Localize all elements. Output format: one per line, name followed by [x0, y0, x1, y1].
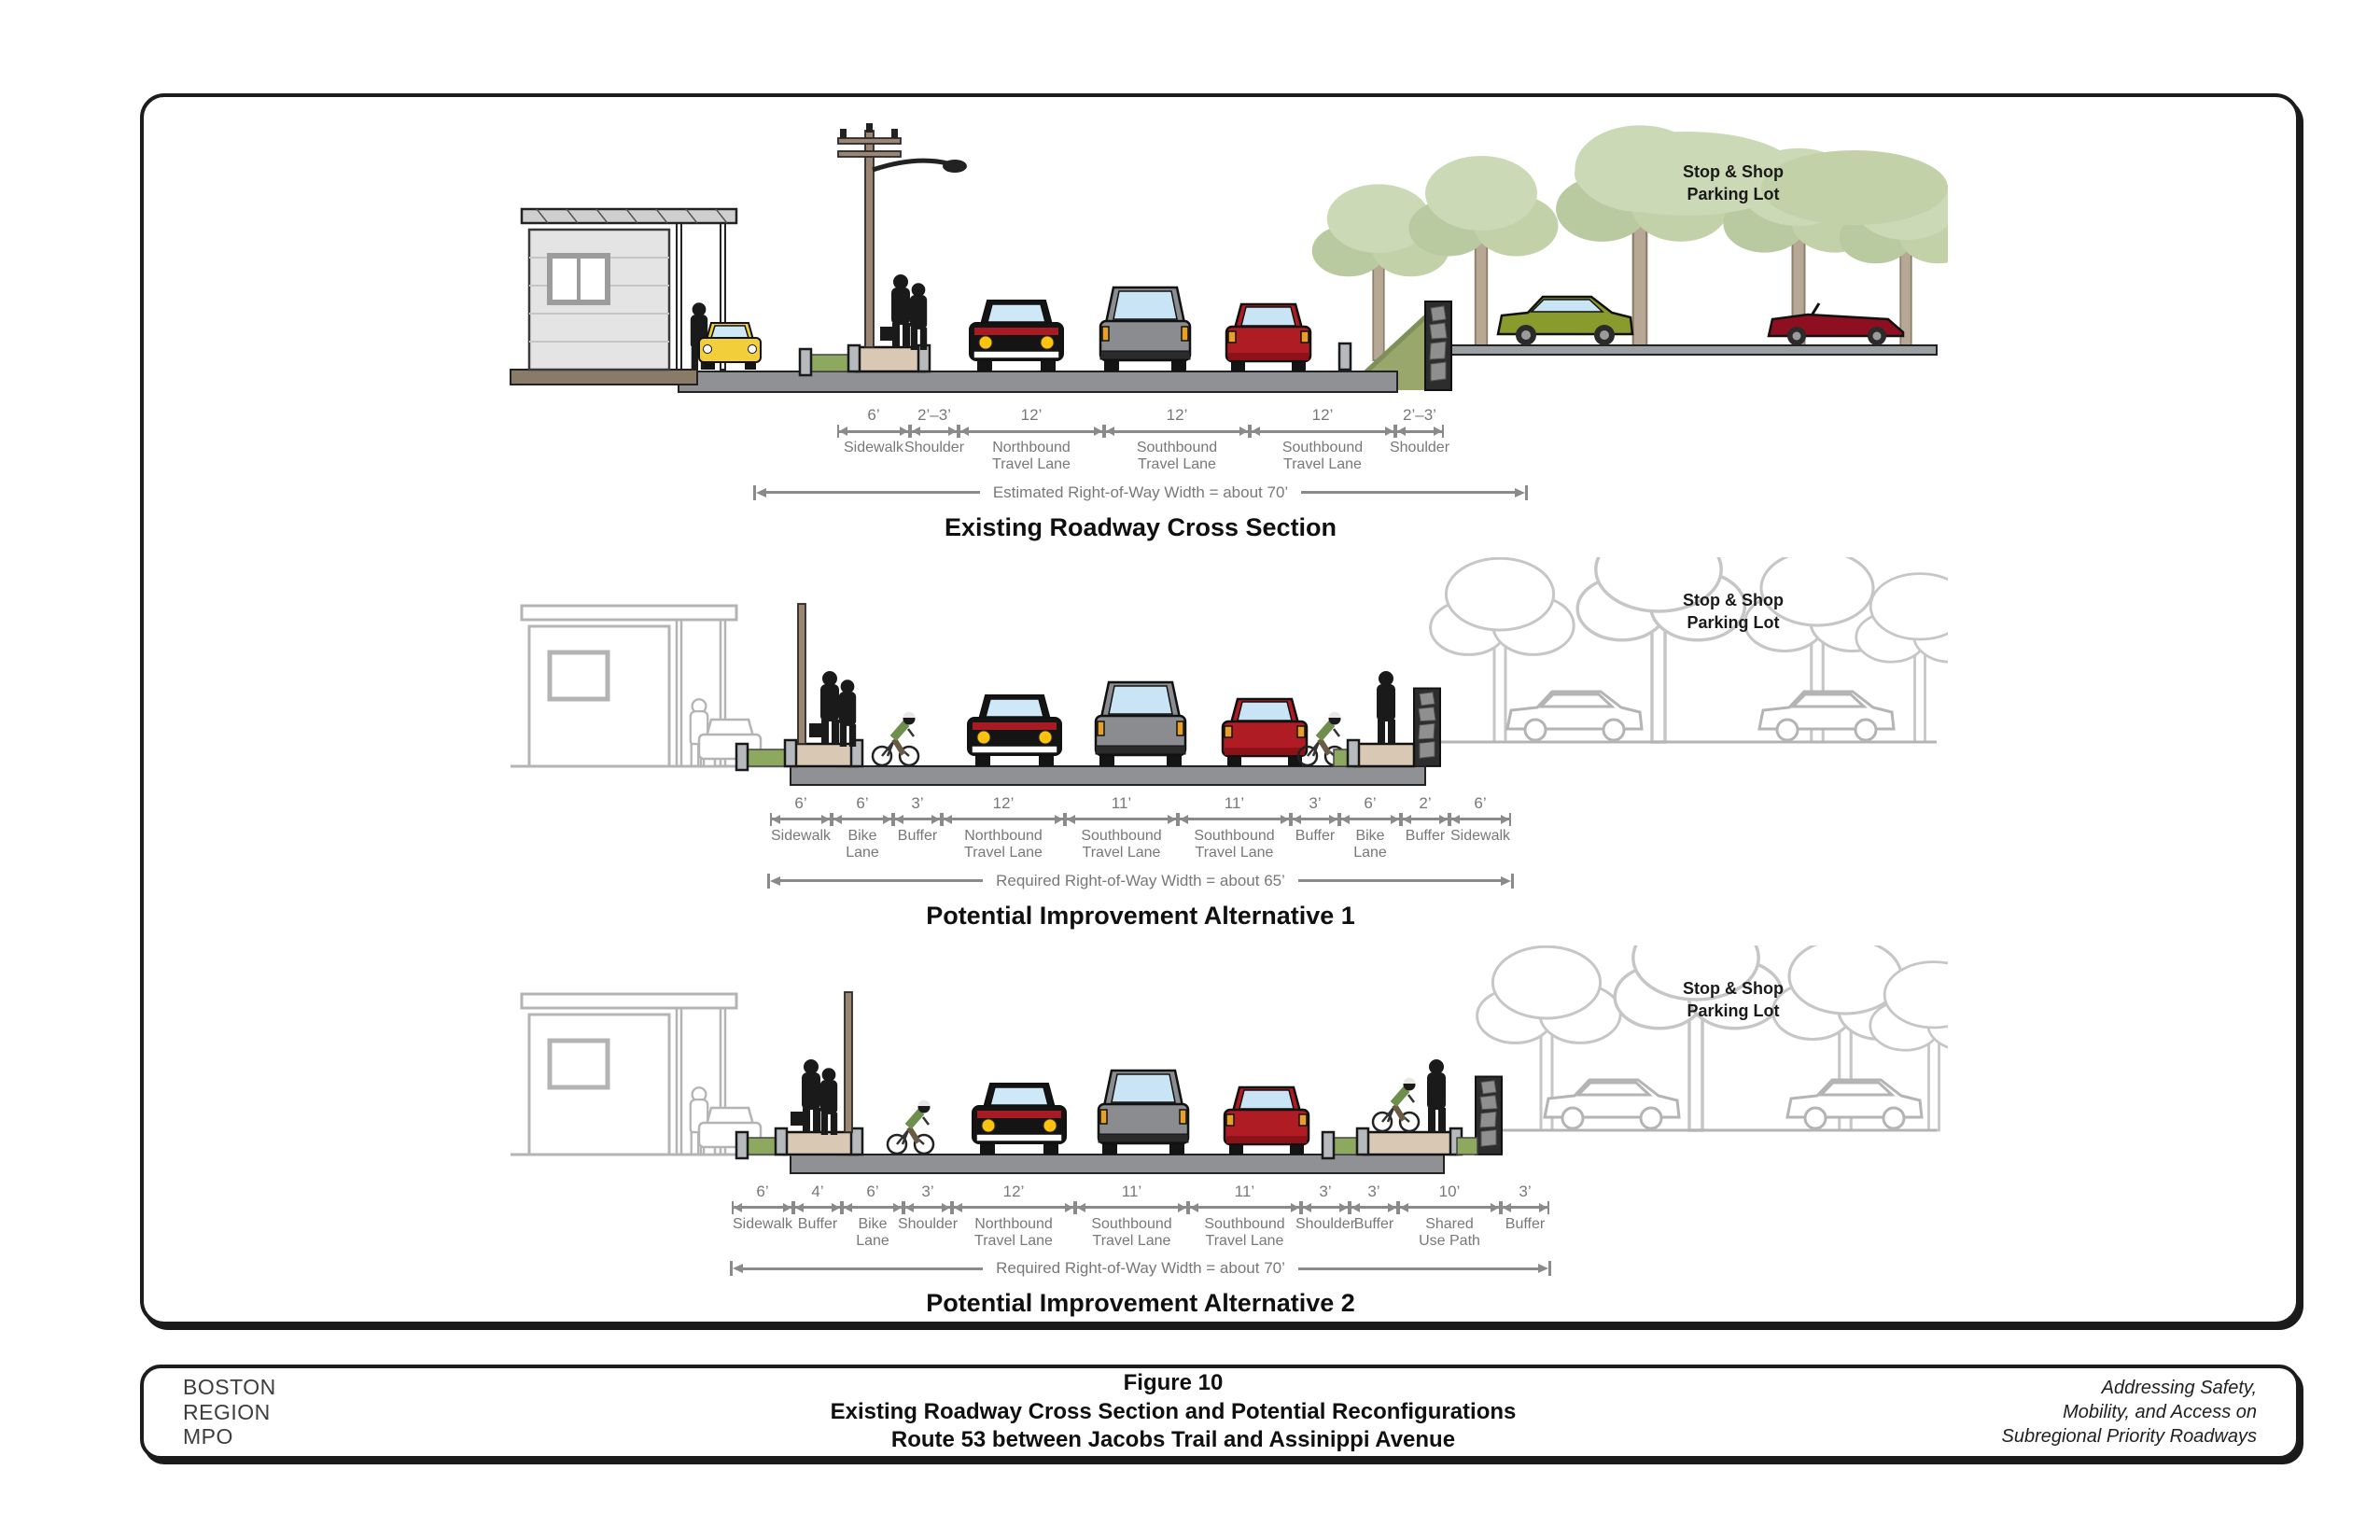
segment-label: Northbound Travel Lane — [974, 1215, 1053, 1249]
car-front-view — [970, 301, 1063, 371]
dimension-segment — [842, 1183, 903, 1251]
dimension-tick — [1548, 1261, 1551, 1276]
dimension-row — [770, 794, 1511, 862]
organization-logo-text — [144, 1375, 491, 1449]
dimension-arrow — [837, 425, 910, 438]
utility-pole-icon — [845, 992, 852, 1132]
segment-width-value: 3’ — [921, 1182, 934, 1200]
segment-width-value: 3’ — [1319, 1182, 1332, 1200]
segment-label: Southbound Travel Lane — [1136, 440, 1218, 473]
car-rear-view-red — [1223, 699, 1307, 766]
dimension-segment — [893, 794, 942, 845]
sidewalk-curb — [792, 744, 858, 766]
curb-post — [1339, 343, 1351, 370]
dimension-segment — [1075, 1183, 1188, 1251]
dimension-segment — [1398, 1183, 1501, 1251]
pedestrians — [880, 274, 927, 350]
section-title: Potential Improvement Alternative 2 — [926, 1289, 1355, 1318]
segment-width-value: 3’ — [911, 793, 924, 812]
segment-label: Buffer — [1405, 827, 1446, 844]
dimension-arrow — [1401, 813, 1449, 826]
segment-width-value: 6’ — [1364, 793, 1377, 812]
right-of-way-dimension — [730, 1259, 1551, 1278]
figure-title — [491, 1369, 1855, 1455]
segment-label: Bike Lane — [856, 1215, 889, 1249]
segment-width-value: 10’ — [1438, 1182, 1461, 1200]
arrow-right-icon — [1501, 876, 1511, 886]
dimension-line — [766, 491, 980, 494]
segment-width-value: 12’ — [1002, 1182, 1025, 1200]
dimension-segment — [897, 1182, 959, 1233]
curb-post — [776, 1128, 787, 1155]
segment-width-value: 12’ — [992, 793, 1015, 812]
dimension-arrow — [1449, 813, 1511, 826]
cyclist — [873, 711, 918, 765]
suv-rear-view — [1100, 287, 1190, 371]
curb-post — [736, 744, 748, 770]
segment-width-value: 3’ — [1309, 793, 1322, 812]
dimension-tick — [1511, 874, 1514, 889]
dimension-arrow — [1398, 1201, 1501, 1214]
tagline-line: Subregional Priority Roadways — [2001, 1426, 2257, 1447]
parked-car-outline — [1759, 692, 1894, 740]
dimension-segment — [1401, 794, 1449, 845]
right-of-way-label: Estimated Right-of-Way Width = about 70’ — [992, 483, 1289, 501]
car-rear-view-red — [1225, 1087, 1309, 1155]
sidewalk-curb — [783, 1132, 858, 1155]
dimension-segment — [770, 794, 832, 845]
curb-post — [848, 345, 860, 371]
pedestrians — [791, 1059, 837, 1135]
dimension-arrow — [793, 1201, 842, 1214]
segment-width-value: 2’ — [1419, 793, 1432, 812]
dimension-segment — [952, 1183, 1075, 1251]
figure-border — [140, 93, 2300, 1325]
dimension-arrow — [1395, 425, 1444, 438]
segment-width-value: 6’ — [866, 1182, 879, 1200]
dimension-arrow — [1075, 1201, 1188, 1214]
parking-lot-label: Stop & Shop — [1683, 162, 1784, 181]
cyclist — [1373, 1077, 1419, 1131]
segment-label: Buffer — [897, 827, 938, 844]
segment-label: Buffer — [1295, 827, 1336, 844]
dimension-arrow — [1104, 425, 1250, 438]
bus-shelter-outline — [511, 994, 837, 1155]
dimension-line — [1301, 491, 1515, 494]
arrow-left-icon — [770, 876, 780, 886]
cyclist — [888, 1099, 933, 1154]
section-existing — [144, 118, 2296, 542]
segment-label: Southbound Travel Lane — [1091, 1215, 1172, 1249]
arrow-right-icon — [1515, 488, 1525, 497]
dimension-arrow — [910, 425, 959, 438]
dimension-segment — [832, 794, 893, 862]
segment-width-value: 6’ — [1474, 793, 1487, 812]
dimension-arrow — [903, 1201, 952, 1214]
dimension-segment — [959, 406, 1104, 474]
section-alternative-1 — [144, 557, 2296, 931]
segment-width-value: 11’ — [1121, 1182, 1142, 1200]
segment-label: Bike Lane — [846, 827, 879, 861]
segment-width-value: 4’ — [811, 1182, 824, 1200]
alternative-2-illustration — [492, 945, 1948, 1179]
figure-title-line: Existing Roadway Cross Section and Potential Reconfigurations — [830, 1398, 1517, 1424]
dimension-segment — [1339, 794, 1401, 862]
left-ground — [511, 370, 697, 385]
segment-width-value: 12’ — [1020, 406, 1043, 424]
parked-car-outline — [1787, 1080, 1922, 1128]
car-rear-view-red — [1226, 304, 1310, 371]
sidewalk-curb — [856, 347, 925, 371]
suv-rear-view — [1099, 1071, 1188, 1155]
parked-car-outline — [1545, 1080, 1679, 1128]
right-of-way-label: Required Right-of-Way Width = about 65’ — [996, 871, 1285, 889]
dimension-segment — [1104, 406, 1250, 474]
org-line: BOSTON — [183, 1374, 276, 1399]
arrow-left-icon — [733, 1264, 743, 1273]
dimension-segment — [903, 406, 965, 456]
org-line: MPO — [183, 1424, 233, 1449]
pedestrians — [809, 671, 856, 747]
segment-width-value: 11’ — [1111, 793, 1132, 812]
pedestrian — [1377, 671, 1395, 744]
segment-width-value: 6’ — [867, 406, 880, 424]
shared-use-path — [1364, 1132, 1457, 1155]
tagline-line: Addressing Safety, — [2101, 1378, 2257, 1398]
dimension-segment — [1178, 794, 1291, 862]
segment-width-value: 12’ — [1311, 406, 1334, 424]
dimension-segment — [837, 406, 910, 456]
title-block — [140, 1365, 2300, 1460]
dimension-segment — [1449, 794, 1511, 845]
dimension-arrow — [770, 813, 832, 826]
segment-label: Southbound Travel Lane — [1194, 827, 1275, 861]
utility-pole-icon — [798, 604, 805, 744]
segment-label: Buffer — [1353, 1215, 1394, 1232]
curb-post — [736, 1132, 748, 1158]
roadway — [791, 1155, 1444, 1173]
report-tagline — [1855, 1376, 2296, 1449]
dimension-tick — [1525, 485, 1528, 500]
segment-label: Buffer — [797, 1215, 838, 1232]
parking-lot-surface — [1451, 345, 1937, 355]
dimension-line — [1298, 1267, 1538, 1270]
dimension-arrow — [1350, 1201, 1398, 1214]
figure-number: Figure 10 — [1123, 1369, 1224, 1395]
segment-label: Shoulder — [897, 1215, 959, 1232]
segment-label: Northbound Travel Lane — [964, 827, 1043, 861]
dimension-arrow — [1188, 1201, 1301, 1214]
segment-label: Southbound Travel Lane — [1081, 827, 1162, 861]
segment-label: Shoulder — [1295, 1215, 1356, 1232]
dimension-arrow — [1178, 813, 1291, 826]
car-front-view — [973, 1084, 1066, 1155]
parked-car-green — [1498, 297, 1632, 345]
dimension-segment — [1350, 1183, 1398, 1233]
car-front-view — [968, 695, 1061, 766]
suv-rear-view — [1096, 682, 1185, 766]
curb-post — [785, 740, 796, 766]
roadway — [791, 766, 1425, 785]
curb-post — [1323, 1132, 1334, 1158]
figure-subtitle-line: Route 53 between Jacobs Trail and Assinippi Avenue — [890, 1427, 1456, 1453]
dimension-arrow — [1291, 813, 1339, 826]
dimension-arrow — [952, 1201, 1075, 1214]
dimension-arrow — [1339, 813, 1401, 826]
dimension-segment — [732, 1183, 793, 1233]
dimension-segment — [1501, 1183, 1549, 1233]
org-line: REGION — [183, 1399, 271, 1424]
dimension-segment — [1250, 406, 1395, 474]
dimension-segment — [1188, 1183, 1301, 1251]
segment-width-value: 6’ — [794, 793, 807, 812]
dimension-arrow — [893, 813, 942, 826]
existing-cross-section-illustration — [492, 118, 1948, 402]
right-of-way-label: Required Right-of-Way Width = about 70’ — [996, 1259, 1285, 1278]
segment-label: Southbound Travel Lane — [1204, 1215, 1285, 1249]
right-of-way-dimension — [767, 872, 1514, 890]
stone-retaining-wall-icon — [1476, 1076, 1502, 1155]
sidewalk-curb — [1354, 744, 1414, 766]
parked-car-outline — [1507, 692, 1642, 740]
dimension-row — [732, 1183, 1549, 1251]
parking-lot-label: Stop & Shop — [1683, 590, 1784, 609]
arrow-right-icon — [1538, 1264, 1548, 1273]
segment-label: Southbound Travel Lane — [1281, 440, 1364, 473]
section-title: Existing Roadway Cross Section — [944, 512, 1337, 541]
segment-width-value: 2’–3’ — [1403, 406, 1436, 424]
section-title: Potential Improvement Alternative 1 — [926, 901, 1355, 930]
stone-retaining-wall-icon — [1414, 688, 1440, 766]
parking-lot-label: Stop & Shop — [1683, 978, 1784, 998]
dimension-arrow — [959, 425, 1104, 438]
segment-label: Northbound Travel Lane — [992, 440, 1071, 473]
dimension-arrow — [942, 813, 1065, 826]
tagline-line: Mobility, and Access on — [2063, 1402, 2257, 1422]
segment-label: Sidewalk — [1449, 827, 1511, 844]
dimension-segment — [793, 1183, 842, 1233]
segment-width-value: 2’–3’ — [917, 406, 951, 424]
parking-lot-label: Parking Lot — [1687, 1001, 1780, 1020]
dimension-segment — [1389, 406, 1450, 456]
grass-buffer — [1457, 1138, 1477, 1155]
dimension-arrow — [732, 1201, 793, 1214]
alternative-1-illustration — [492, 557, 1948, 791]
dimension-arrow — [1301, 1201, 1350, 1214]
roadway — [679, 371, 1397, 392]
dimension-segment — [1065, 794, 1178, 862]
dimension-line — [780, 879, 983, 882]
segment-label: Bike Lane — [1353, 827, 1387, 861]
segment-label: Shared Use Path — [1419, 1215, 1480, 1249]
curb-post — [1348, 740, 1359, 766]
dimension-arrow — [1065, 813, 1178, 826]
segment-label: Shoulder — [1389, 440, 1450, 455]
segment-label: Sidewalk — [843, 440, 904, 455]
parking-lot-label: Parking Lot — [1687, 185, 1780, 203]
curb-post — [800, 349, 811, 375]
segment-width-value: 11’ — [1234, 1182, 1255, 1200]
curb-post — [1357, 1128, 1368, 1155]
parked-car-yellow — [699, 323, 761, 370]
parking-lot-label: Parking Lot — [1687, 612, 1780, 632]
dimension-row — [837, 406, 1450, 474]
segment-width-value: 6’ — [756, 1182, 769, 1200]
dimension-line — [1298, 879, 1501, 882]
dimension-arrow — [1501, 1201, 1549, 1214]
pedestrian — [1427, 1059, 1446, 1132]
dimension-arrow — [832, 813, 893, 826]
right-of-way-dimension — [753, 483, 1528, 502]
segment-label: Buffer — [1505, 1215, 1546, 1232]
segment-width-value: 12’ — [1166, 406, 1188, 424]
stone-retaining-wall-icon — [1425, 301, 1451, 390]
dimension-segment — [1295, 1182, 1356, 1233]
dimension-segment — [1291, 794, 1339, 845]
segment-width-value: 3’ — [1367, 1182, 1380, 1200]
segment-label: Shoulder — [903, 440, 965, 455]
dimension-segment — [942, 794, 1065, 862]
dimension-line — [743, 1267, 983, 1270]
dimension-arrow — [842, 1201, 903, 1214]
segment-width-value: 3’ — [1519, 1182, 1532, 1200]
segment-width-value: 6’ — [856, 793, 869, 812]
segment-label: Sidewalk — [732, 1215, 793, 1232]
dimension-arrow — [1250, 425, 1395, 438]
parked-car-red-convertible — [1769, 303, 1903, 345]
section-alternative-2 — [144, 945, 2296, 1319]
segment-label: Sidewalk — [770, 827, 832, 844]
segment-width-value: 11’ — [1224, 793, 1245, 812]
arrow-left-icon — [756, 488, 766, 497]
